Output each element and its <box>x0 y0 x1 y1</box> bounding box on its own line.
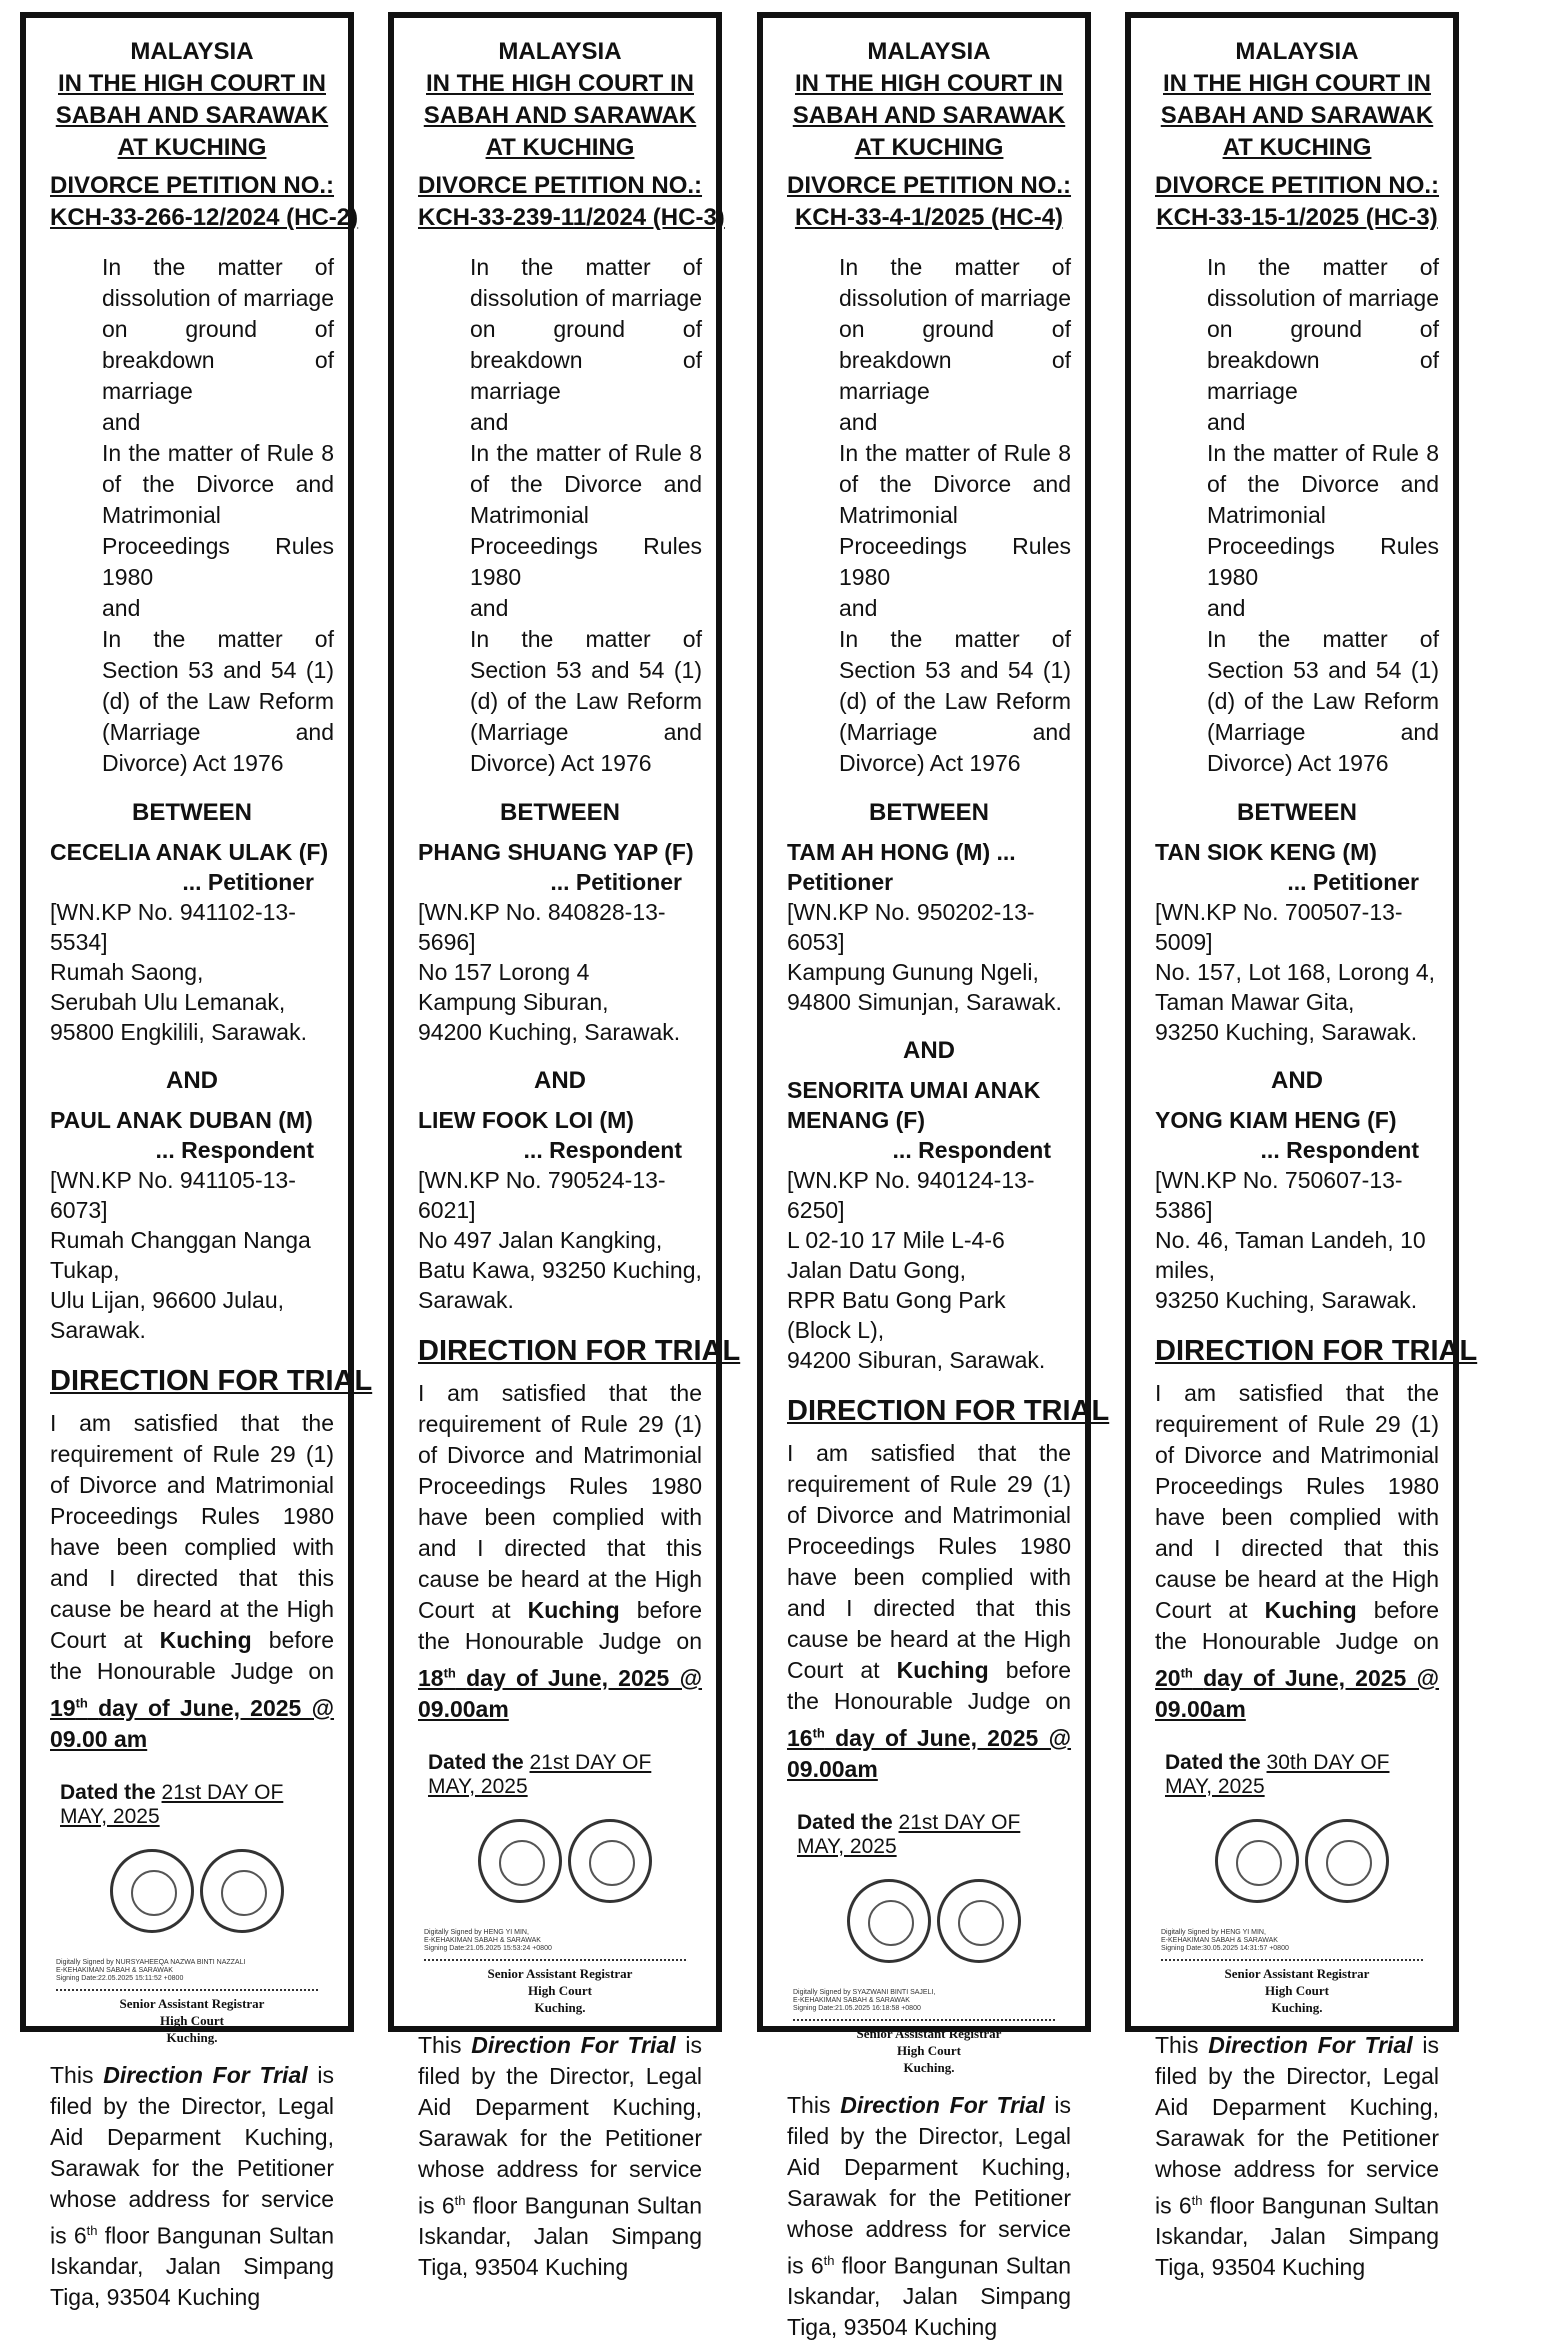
address-line: RPR Batu Gong Park (Block L), <box>787 1287 1006 1343</box>
digital-signature <box>793 1989 1071 2013</box>
petitioner-name: PHANG SHUANG YAP (F) <box>418 839 694 865</box>
dated-value: 21st DAY OF MAY, 2025 <box>428 1750 652 1798</box>
petition-label: DIVORCE PETITION NO.: <box>418 172 703 199</box>
registrar-stamp-icon <box>200 1849 284 1933</box>
trial-place: Kuching <box>527 1597 620 1623</box>
signature-line-text: Digitally Signed by HENG YI MIN, <box>1161 1928 1266 1936</box>
trial-date: 16th day of June, 2025 @ 09.00am <box>787 1724 1072 1782</box>
legal-notice <box>757 12 1110 2341</box>
address-line: 94200 Siburan, Sarawak. <box>787 1347 1046 1373</box>
address-line: Jalan Datu Gong, <box>787 1257 967 1283</box>
respondent-block <box>418 1105 702 1315</box>
signature-line-text: E-KEHAKIMAN SABAH & SARAWAK <box>1161 1936 1278 1944</box>
signature-line <box>793 2019 1055 2021</box>
dated-value: 21st DAY OF MAY, 2025 <box>797 1810 1021 1858</box>
address-line: Serubah Ulu Lemanak, <box>50 989 286 1015</box>
trial-title: DIRECTION FOR TRIAL <box>787 1395 1110 1427</box>
signature-line-text: Digitally Signed by NURSYAHEEQA NAZWA BINTI NAZZALI <box>56 1958 246 1966</box>
court-seal-icon <box>110 1849 194 1933</box>
filed-by-note: This Direction For Trial is filed by the Director, Legal Aid Deparment Kuching, Sarawak for the Petitioner whose address for service is 6th floor Bangunan Sultan Iskandar, Jalan Simpang Tiga, 93504 Kuching <box>418 2031 703 2281</box>
respondent-block <box>50 1105 334 1345</box>
address-line: Kampung Gunung Ngeli, <box>787 959 1039 985</box>
court-line-3: AT KUCHING <box>1222 134 1372 161</box>
petitioner-name: CECELIA ANAK ULAK (F) <box>50 839 329 865</box>
dated-line: Dated the 30th DAY OF MAY, 2025 <box>1165 1750 1390 1798</box>
address-line: No. 157, Lot 168, Lorong 4, <box>1155 959 1436 985</box>
registrar-stamp-icon <box>1305 1819 1389 1903</box>
dated-value: 30th DAY OF MAY, 2025 <box>1165 1750 1390 1798</box>
petitioner-name: TAM AH HONG (M) ... Petitioner <box>787 839 1016 895</box>
petitioner-block <box>787 837 1071 1017</box>
court-line-1: IN THE HIGH COURT IN <box>795 70 1063 97</box>
petitioner-address <box>50 897 334 1047</box>
address-line: Rumah Changgan Nanga Tukap, <box>50 1227 311 1283</box>
respondent-name: PAUL ANAK DUBAN (M) <box>50 1107 313 1133</box>
dated-line: Dated the 21st DAY OF MAY, 2025 <box>797 1810 1021 1858</box>
trial-body: I am satisfied that the requirement of Rule 29 (1) of Divorce and Matrimonial Proceedings Rules 1980 have been complied with and I directed that this cause be heard at the High Court at Kuching before the Honourable Judge on 19th day of June, 2025 @ 09.00 am <box>50 1410 335 1752</box>
between-heading: BETWEEN <box>132 799 252 826</box>
respondent-address <box>50 1165 334 1345</box>
filed-by-note: This Direction For Trial is filed by the Director, Legal Aid Deparment Kuching, Sarawak for the Petitioner whose address for service is 6th floor Bangunan Sultan Iskandar, Jalan Simpang Tiga, 93504 Kuching <box>787 2091 1072 2341</box>
matter-line: and <box>1207 595 1246 621</box>
petition-number: KCH-33-4-1/2025 (HC-4) <box>794 204 1064 231</box>
dated-line: Dated the 21st DAY OF MAY, 2025 <box>428 1750 652 1798</box>
registrar-block: Senior Assistant Registrar High Court Kuching. <box>1224 1965 1370 2015</box>
matter-line: In the matter of Section 53 and 54 (1) (d) of the Law Reform (Marriage and Divorce) Act 1976 <box>839 626 1071 776</box>
signature-line-text: Signing Date:21.05.2025 16:18:58 +0800 <box>793 2004 921 2012</box>
signature-line-text: E-KEHAKIMAN SABAH & SARAWAK <box>424 1936 541 1944</box>
filed-by-note: This Direction For Trial is filed by the Director, Legal Aid Deparment Kuching, Sarawak for the Petitioner whose address for service is 6th floor Bangunan Sultan Iskandar, Jalan Simpang Tiga, 93504 Kuching <box>1155 2031 1440 2281</box>
signature-line-text: Signing Date:22.05.2025 15:11:52 +0800 <box>56 1974 184 1982</box>
matter-line: In the matter of Rule 8 of the Divorce and Matrimonial Proceedings Rules 1980 <box>102 440 334 590</box>
trial-place: Kuching <box>159 1627 252 1653</box>
matter-block <box>839 252 1071 779</box>
court-line-2: SABAH AND SARAWAK <box>792 102 1066 129</box>
petitioner-address <box>1155 897 1439 1047</box>
signature-line-text: Digitally Signed by SYAZWANI BINTI SAJELI, <box>793 1988 936 1996</box>
address-line: Kampung Siburan, <box>418 989 609 1015</box>
matter-block <box>470 252 702 779</box>
address-line: Sarawak. <box>418 1287 514 1313</box>
registrar-block: Senior Assistant Registrar High Court Kuching. <box>856 2025 1002 2075</box>
trial-body: I am satisfied that the requirement of Rule 29 (1) of Divorce and Matrimonial Proceedings Rules 1980 have been complied with and I directed that this cause be heard at the High Court at Kuching before the Honourable Judge on 18th day of June, 2025 @ 09.00am <box>418 1380 703 1722</box>
court-line-1: IN THE HIGH COURT IN <box>58 70 326 97</box>
court-line-2: SABAH AND SARAWAK <box>423 102 697 129</box>
country-heading: MALAYSIA <box>1235 38 1359 65</box>
address-line: [WN.KP No. 940124-13-6250] <box>787 1167 1035 1223</box>
trial-date: 20th day of June, 2025 @ 09.00am <box>1155 1664 1440 1722</box>
address-line: [WN.KP No. 790524-13-6021] <box>418 1167 666 1223</box>
address-line: 95800 Engkilili, Sarawak. <box>50 1019 307 1045</box>
address-line: Taman Mawar Gita, <box>1155 989 1355 1015</box>
trial-place: Kuching <box>1264 1597 1357 1623</box>
address-line: 93250 Kuching, Sarawak. <box>1155 1287 1418 1313</box>
petition-number: KCH-33-239-11/2024 (HC-3) <box>418 204 725 231</box>
registrar-block: Senior Assistant Registrar High Court Kuching. <box>487 1965 633 2015</box>
matter-line: In the matter of Rule 8 of the Divorce and Matrimonial Proceedings Rules 1980 <box>470 440 702 590</box>
petitioner-role: ... Petitioner <box>182 869 314 895</box>
country-heading: MALAYSIA <box>498 38 622 65</box>
and-separator: AND <box>903 1037 955 1064</box>
digital-signature <box>56 1959 334 1983</box>
court-line-2: SABAH AND SARAWAK <box>55 102 329 129</box>
legal-notice <box>1125 12 1478 2281</box>
country-heading: MALAYSIA <box>867 38 991 65</box>
address-line: Sarawak. <box>50 1317 146 1343</box>
address-line: [WN.KP No. 941102-13-5534] <box>50 899 296 955</box>
court-seals <box>50 1849 334 1959</box>
court-line-3: AT KUCHING <box>485 134 635 161</box>
between-heading: BETWEEN <box>869 799 989 826</box>
digital-signature <box>1161 1929 1439 1953</box>
address-line: No 497 Jalan Kangking, <box>418 1227 663 1253</box>
matter-line: In the matter of dissolution of marriage on ground of breakdown of marriage <box>470 254 702 404</box>
filed-by-note: This Direction For Trial is filed by the Director, Legal Aid Deparment Kuching, Sarawak for the Petitioner whose address for service is 6th floor Bangunan Sultan Iskandar, Jalan Simpang Tiga, 93504 Kuching <box>50 2061 335 2311</box>
between-heading: BETWEEN <box>1237 799 1357 826</box>
court-seals <box>1155 1819 1439 1929</box>
address-line: 94800 Simunjan, Sarawak. <box>787 989 1062 1015</box>
petitioner-role: ... Petitioner <box>550 869 682 895</box>
address-line: [WN.KP No. 700507-13-5009] <box>1155 899 1403 955</box>
matter-line: In the matter of Section 53 and 54 (1) (d) of the Law Reform (Marriage and Divorce) Act 1976 <box>1207 626 1439 776</box>
address-line: [WN.KP No. 950202-13-6053] <box>787 899 1035 955</box>
matter-line: and <box>1207 409 1246 435</box>
court-line-3: AT KUCHING <box>854 134 1004 161</box>
matter-line: In the matter of Rule 8 of the Divorce and Matrimonial Proceedings Rules 1980 <box>1207 440 1439 590</box>
signature-line-text: Signing Date:21.05.2025 15:53:24 +0800 <box>424 1944 552 1952</box>
between-heading: BETWEEN <box>500 799 620 826</box>
respondent-address <box>418 1165 702 1315</box>
matter-line: In the matter of Section 53 and 54 (1) (d) of the Law Reform (Marriage and Divorce) Act 1976 <box>470 626 702 776</box>
address-line: 94200 Kuching, Sarawak. <box>418 1019 681 1045</box>
court-line-1: IN THE HIGH COURT IN <box>426 70 694 97</box>
petition-label: DIVORCE PETITION NO.: <box>1155 172 1440 199</box>
matter-line: and <box>470 409 509 435</box>
petitioner-address <box>787 897 1071 1017</box>
respondent-role: ... Respondent <box>523 1137 682 1163</box>
address-line: Batu Kawa, 93250 Kuching, <box>418 1257 702 1283</box>
court-seals <box>787 1879 1071 1989</box>
court-header <box>1155 36 1439 234</box>
trial-date: 19th day of June, 2025 @ 09.00 am <box>50 1694 335 1752</box>
respondent-role: ... Respondent <box>1260 1137 1419 1163</box>
address-line: [WN.KP No. 840828-13-5696] <box>418 899 666 955</box>
respondent-role: ... Respondent <box>892 1137 1051 1163</box>
respondent-name: SENORITA UMAI ANAK MENANG (F) <box>787 1077 1041 1133</box>
court-line-3: AT KUCHING <box>117 134 267 161</box>
address-line: No. 46, Taman Landeh, 10 miles, <box>1155 1227 1426 1283</box>
petition-number: KCH-33-15-1/2025 (HC-3) <box>1156 204 1438 231</box>
and-separator: AND <box>1271 1067 1323 1094</box>
signature-line-text: E-KEHAKIMAN SABAH & SARAWAK <box>56 1966 173 1974</box>
trial-body: I am satisfied that the requirement of Rule 29 (1) of Divorce and Matrimonial Proceedings Rules 1980 have been complied with and I directed that this cause be heard at the High Court at Kuching before the Honourable Judge on 16th day of June, 2025 @ 09.00am <box>787 1440 1072 1782</box>
legal-notice <box>388 12 741 2281</box>
court-seals <box>418 1819 702 1929</box>
matter-line: and <box>470 595 509 621</box>
petition-label: DIVORCE PETITION NO.: <box>50 172 335 199</box>
signature-line <box>424 1959 686 1961</box>
matter-line: In the matter of Section 53 and 54 (1) (d) of the Law Reform (Marriage and Divorce) Act 1976 <box>102 626 334 776</box>
address-line: Rumah Saong, <box>50 959 204 985</box>
petitioner-role: ... Petitioner <box>1287 869 1419 895</box>
and-separator: AND <box>534 1067 586 1094</box>
signature-line-text: Signing Date:30.05.2025 14:31:57 +0800 <box>1161 1944 1289 1952</box>
matter-line: and <box>839 409 878 435</box>
matter-line: In the matter of dissolution of marriage on ground of breakdown of marriage <box>102 254 334 404</box>
matter-line: and <box>102 409 141 435</box>
trial-place: Kuching <box>896 1657 989 1683</box>
trial-date: 18th day of June, 2025 @ 09.00am <box>418 1664 703 1722</box>
signature-line-text: Digitally Signed by HENG YI MIN, <box>424 1928 529 1936</box>
petitioner-name: TAN SIOK KENG (M) <box>1155 839 1377 865</box>
court-line-1: IN THE HIGH COURT IN <box>1163 70 1431 97</box>
matter-block <box>102 252 334 779</box>
matter-line: and <box>839 595 878 621</box>
matter-line: In the matter of dissolution of marriage on ground of breakdown of marriage <box>839 254 1071 404</box>
petitioner-block <box>418 837 702 1047</box>
digital-signature <box>424 1929 702 1953</box>
signature-line <box>1161 1959 1423 1961</box>
respondent-address <box>1155 1165 1439 1315</box>
dated-line: Dated the 21st DAY OF MAY, 2025 <box>60 1780 284 1828</box>
court-seal-icon <box>478 1819 562 1903</box>
court-header <box>50 36 359 234</box>
respondent-address <box>787 1165 1071 1375</box>
registrar-stamp-icon <box>568 1819 652 1903</box>
matter-block <box>1207 252 1439 779</box>
respondent-role: ... Respondent <box>155 1137 314 1163</box>
trial-title: DIRECTION FOR TRIAL <box>418 1335 741 1367</box>
court-header <box>787 36 1071 234</box>
dated-value: 21st DAY OF MAY, 2025 <box>60 1780 284 1828</box>
court-seal-icon <box>1215 1819 1299 1903</box>
legal-notice <box>20 12 373 2311</box>
address-line: 93250 Kuching, Sarawak. <box>1155 1019 1418 1045</box>
signature-line-text: E-KEHAKIMAN SABAH & SARAWAK <box>793 1996 910 2004</box>
petition-number: KCH-33-266-12/2024 (HC-2) <box>50 204 359 231</box>
matter-line: and <box>102 595 141 621</box>
registrar-stamp-icon <box>937 1879 1021 1963</box>
court-line-2: SABAH AND SARAWAK <box>1160 102 1434 129</box>
court-header <box>418 36 725 234</box>
matter-line: In the matter of Rule 8 of the Divorce and Matrimonial Proceedings Rules 1980 <box>839 440 1071 590</box>
address-line: L 02-10 17 Mile L-4-6 <box>787 1227 1005 1253</box>
country-heading: MALAYSIA <box>130 38 254 65</box>
matter-line: In the matter of dissolution of marriage on ground of breakdown of marriage <box>1207 254 1439 404</box>
signature-line <box>56 1989 318 1991</box>
court-seal-icon <box>847 1879 931 1963</box>
registrar-block: Senior Assistant Registrar High Court Kuching. <box>119 1995 265 2045</box>
and-separator: AND <box>166 1067 218 1094</box>
trial-title: DIRECTION FOR TRIAL <box>1155 1335 1478 1367</box>
respondent-block <box>787 1075 1071 1375</box>
respondent-name: YONG KIAM HENG (F) <box>1155 1107 1397 1133</box>
trial-title: DIRECTION FOR TRIAL <box>50 1365 373 1397</box>
address-line: [WN.KP No. 750607-13-5386] <box>1155 1167 1403 1223</box>
trial-body: I am satisfied that the requirement of Rule 29 (1) of Divorce and Matrimonial Proceedings Rules 1980 have been complied with and I directed that this cause be heard at the High Court at Kuching before the Honourable Judge on 20th day of June, 2025 @ 09.00am <box>1155 1380 1440 1722</box>
respondent-block <box>1155 1105 1439 1315</box>
address-line: [WN.KP No. 941105-13-6073] <box>50 1167 296 1223</box>
respondent-name: LIEW FOOK LOI (M) <box>418 1107 634 1133</box>
petitioner-block <box>50 837 334 1047</box>
address-line: No 157 Lorong 4 <box>418 959 590 985</box>
petitioner-block <box>1155 837 1439 1047</box>
address-line: Ulu Lijan, 96600 Julau, <box>50 1287 284 1313</box>
petitioner-address <box>418 897 702 1047</box>
petition-label: DIVORCE PETITION NO.: <box>787 172 1072 199</box>
